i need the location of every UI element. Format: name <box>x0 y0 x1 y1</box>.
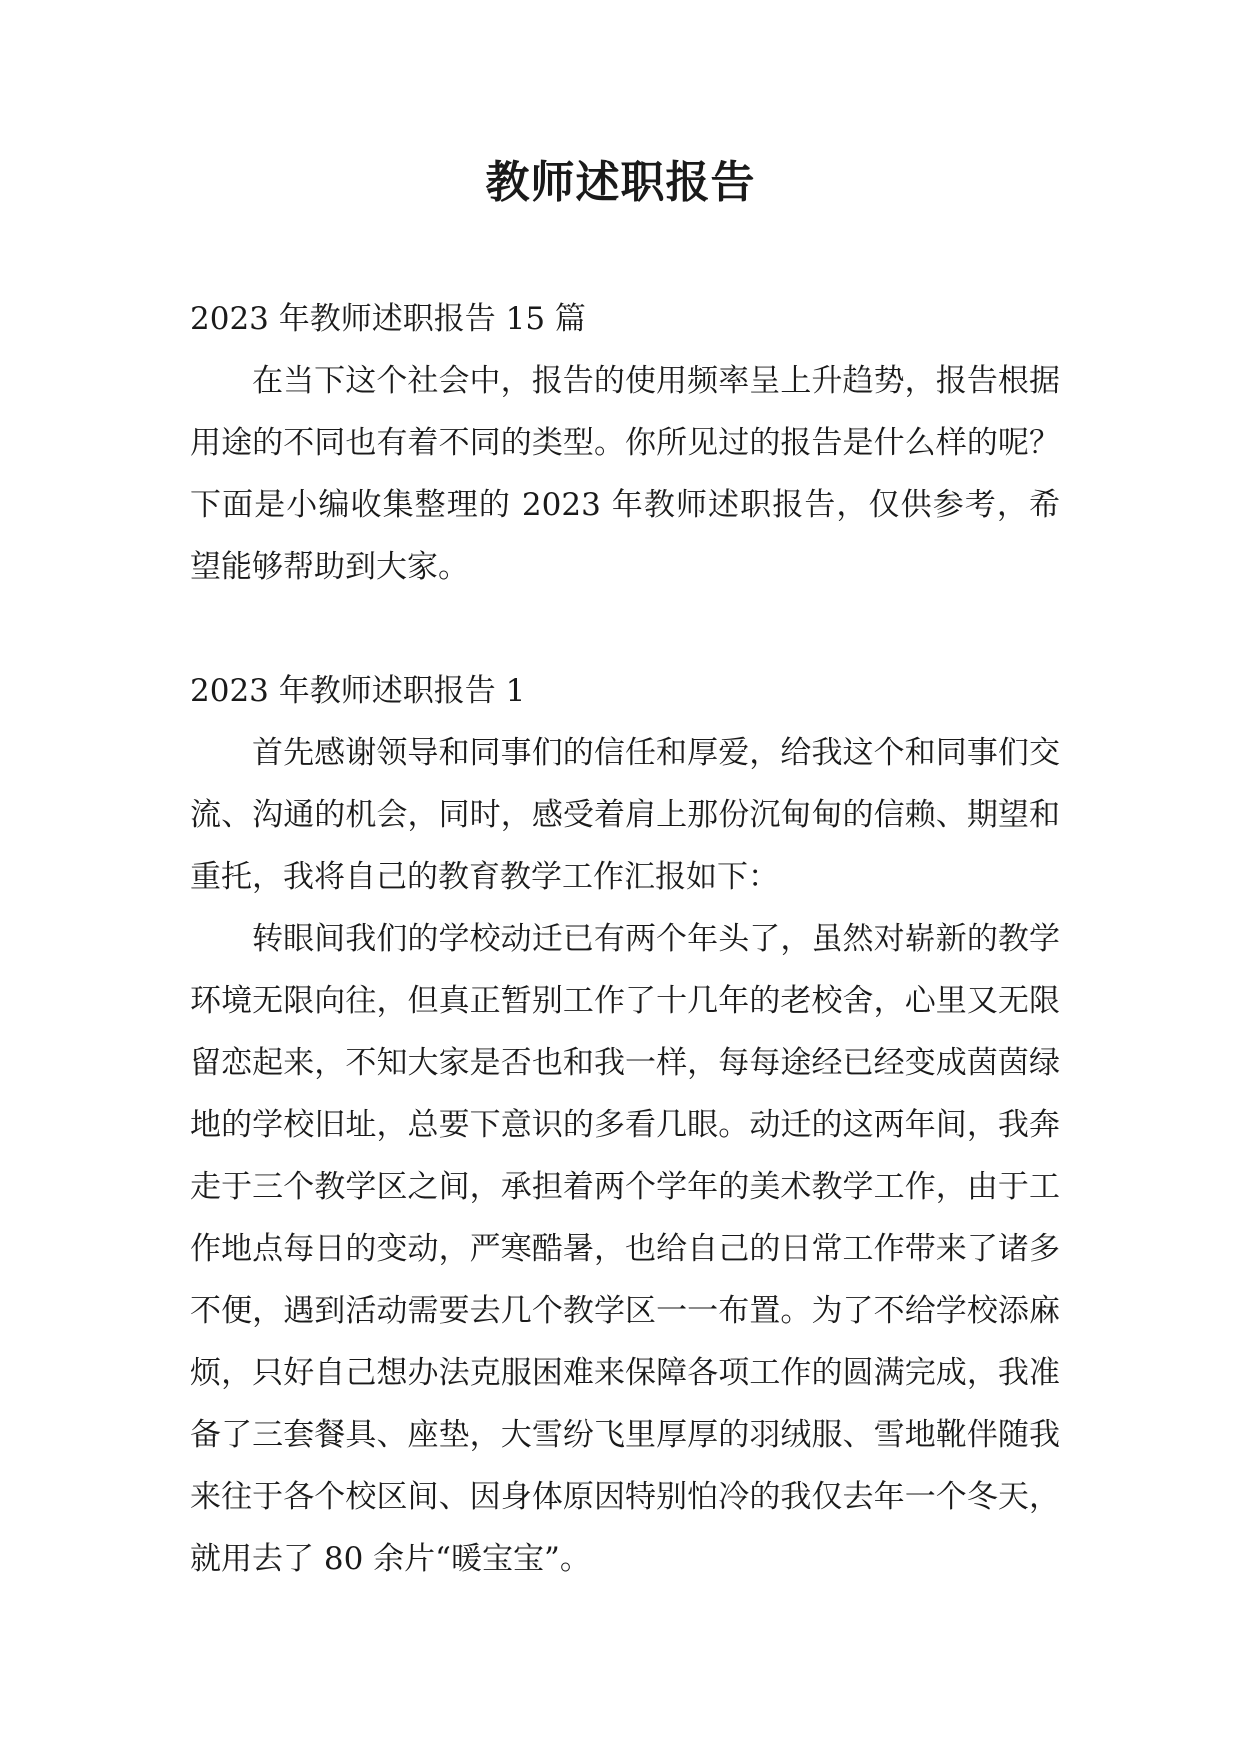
collection-heading: 2023 年教师述职报告 15 篇 <box>190 301 586 337</box>
document-body <box>190 288 1060 1590</box>
intro-paragraph: 在当下这个社会中，报告的使用频率呈上升趋势，报告根据用途的不同也有着不同的类型。你所见过的报告是什么样的呢？下面是小编收集整理的 2023 年教师述职报告，仅供参考，希望能够帮助到大家。 <box>190 363 1060 585</box>
body-paragraph: 首先感谢领导和同事们的信任和厚爱，给我这个和同事们交流、沟通的机会，同时，感受着肩上那份沉甸甸的信赖、期望和重托，我将自己的教育教学工作汇报如下： <box>190 735 1060 895</box>
document-title: 教师述职报告 <box>485 157 756 208</box>
body-paragraph: 转眼间我们的学校动迁已有两个年头了，虽然对崭新的教学环境无限向往，但真正暂别工作了十几年的老校舍，心里又无限留恋起来，不知大家是否也和我一样，每每途经已经变成茵茵绿地的学校旧址，总要下意识的多看几眼。动迁的这两年间，我奔走于三个教学区之间，承担着两个学年的美术教学工作，由于工作地点每日的变动，严寒酷暑，也给自己的日常工作带来了诸多不便，遇到活动需要去几个教学区一一布置。为了不给学校添麻烦，只好自己想办法克服困难来保障各项工作的圆满完成，我准备了三套餐具、座垫，大雪纷飞里厚厚的羽绒服、雪地靴伴随我来往于各个校区间、因身体原因特别怕冷的我仅去年一个冬天，就用去了 80 余片“暖宝宝”。 <box>190 921 1060 1577</box>
section-heading: 2023 年教师述职报告 1 <box>190 673 526 709</box>
section-spacer <box>190 598 1060 660</box>
